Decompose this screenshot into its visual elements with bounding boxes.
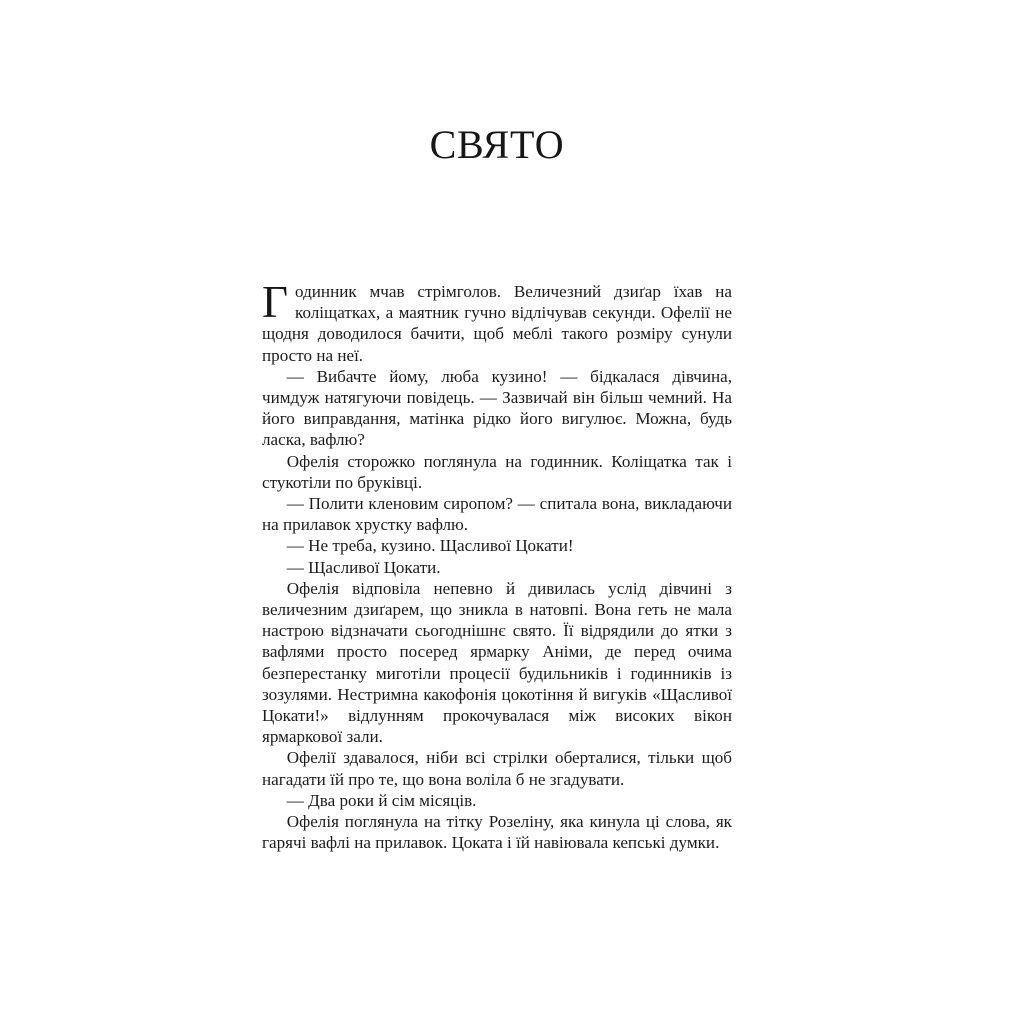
paragraph-narrative: Офелія сторожко поглянула на годинник. Коліщатка так і стукотіли по бруківці. [262,451,732,492]
paragraph-text: одинник мчав стрімголов. Величезний дзиґар їхав на коліщатках, а маятник гучно відлічував секунди. Офелії не щодня доводилося бачити, щоб меблі такого розміру сунули просто на неї. [262,282,732,365]
chapter-title: СВЯТО [429,122,565,167]
paragraph-narrative: Офелія відповіла непевно й дивилась услід дівчині з величезним дзиґарем, що зникла в натовпі. Вона геть не мала настрою відзначати сьогоднішнє свято. Її відрядили до ятки з вафлями просто посеред ярмарку Аніми, де перед очима безперестанку миготіли процесії будильників і годинників із зозулями. Нестримна какофонія цокотіння й вигуків «Щасливої Цокати!» відлунням прокочувалася між високих вікон ярмаркової зали. [262,578,732,747]
drop-cap-letter: Г [262,277,289,327]
paragraph-dialogue: — Не треба, кузино. Щасливої Цокати! [286,536,574,556]
paragraph-dialogue: — Полити кленовим сиропом? — спитала вона, викладаючи на прилавок хрустку вафлю. [262,494,732,535]
paragraph-opening [262,277,732,366]
body-text-column [262,277,732,853]
paragraph-narrative: Офелія поглянула на тітку Розеліну, яка кинула ці слова, як гарячі вафлі на прилавок. Цоката і їй навіювала кепські думки. [262,812,732,853]
paragraph-dialogue: — Щасливої Цокати. [286,557,441,577]
paragraph-narrative: Офелії здавалося, ніби всі стрілки оберталися, тільки щоб нагадати їй про те, що вона воліла б не згадувати. [262,748,732,789]
paragraph-dialogue: — Два роки й сім місяців. [286,790,477,810]
paragraph-dialogue: — Вибачте йому, люба кузино! — бідкалася дівчина, чимдуж натягуючи повідець. — Зазвичай він більш чемний. На його виправдання, матінка рідко його вигулює. Можна, будь ласка, вафлю? [262,366,732,450]
